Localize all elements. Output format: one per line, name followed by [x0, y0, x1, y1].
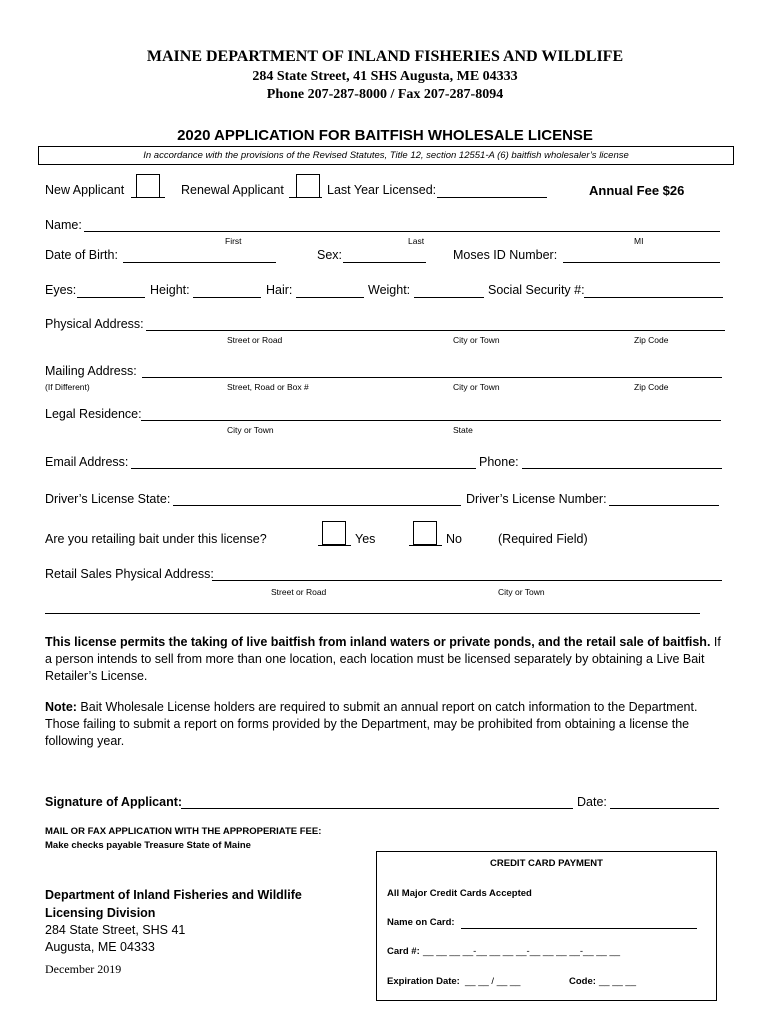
dl-number-field[interactable] [609, 505, 719, 506]
physical-city-caption: City or Town [453, 335, 500, 345]
note-paragraph [45, 699, 725, 750]
physical-zip-caption: Zip Code [634, 335, 669, 345]
dl-state-field[interactable] [173, 505, 461, 506]
weight-label: Weight: [368, 283, 411, 297]
expiration-field[interactable]: __ __ / __ __ [465, 976, 521, 987]
credit-card-title: CREDIT CARD PAYMENT [490, 858, 603, 869]
retailing-yes-checkbox[interactable] [322, 521, 346, 545]
retail-street-caption: Street or Road [271, 587, 327, 597]
renewal-applicant-checkbox[interactable] [296, 174, 320, 198]
no-label: No [446, 532, 462, 546]
physical-address-field[interactable] [146, 330, 725, 331]
physical-address-label: Physical Address: [45, 317, 144, 331]
permit-bold-text: This license permits the taking of live baitfish from inland waters or private ponds, and the retail sale of baitfish. [45, 635, 711, 649]
code-label: Code: [569, 976, 596, 987]
last-caption: Last [408, 236, 425, 246]
email-label: Email Address: [45, 455, 129, 469]
dl-state-label: Driver’s License State: [45, 492, 171, 506]
ssn-label: Social Security #: [488, 283, 585, 297]
revision-date: December 2019 [45, 962, 122, 976]
mailing-city-caption: City or Town [453, 382, 500, 392]
retail-city-caption: City or Town [498, 587, 545, 597]
section-divider [45, 613, 700, 614]
license-permit-paragraph [45, 634, 725, 685]
org-address: 284 State Street, 41 SHS Augusta, ME 04333 [252, 69, 518, 84]
mailing-street-caption: Street, Road or Box # [227, 382, 309, 392]
sex-field[interactable] [343, 262, 426, 263]
name-on-card-label: Name on Card: [387, 917, 455, 928]
statute-box [38, 146, 734, 165]
new-applicant-checkbox[interactable] [136, 174, 160, 198]
signature-field[interactable] [181, 808, 573, 809]
mail-instructions: MAIL OR FAX APPLICATION WITH THE APPROPERIATE FEE: [45, 826, 322, 837]
moses-label: Moses ID Number: [453, 248, 558, 262]
expiration-label: Expiration Date: [387, 976, 460, 987]
credit-card-box [376, 851, 717, 1001]
signature-date-label: Date: [577, 795, 607, 809]
dob-field[interactable] [123, 262, 276, 263]
new-applicant-label: New Applicant [45, 183, 125, 197]
mail-street: 284 State Street, SHS 41 [45, 923, 186, 937]
name-on-card-field[interactable] [461, 928, 697, 929]
mi-caption: MI [634, 236, 644, 246]
form-title: 2020 APPLICATION FOR BAITFISH WHOLESALE LICENSE [177, 127, 593, 144]
height-label: Height: [150, 283, 190, 297]
licensing-division: Licensing Division [45, 906, 156, 920]
required-field-note: (Required Field) [498, 532, 588, 546]
residence-city-caption: City or Town [227, 425, 274, 435]
phone-label: Phone: [479, 455, 519, 469]
retailing-question: Are you retailing bait under this license? [45, 532, 267, 546]
org-title: MAINE DEPARTMENT OF INLAND FISHERIES AND WILDLIFE [146, 48, 624, 65]
dept-name: Department of Inland Fisheries and Wildlife [45, 888, 302, 902]
mailing-zip-caption: Zip Code [634, 382, 669, 392]
phone-field[interactable] [522, 468, 722, 469]
permit-text: If a person intends to sell from more than one location, each location must be licensed separately by obtaining a Live Bait Retailer’s License. [45, 635, 721, 683]
eyes-field[interactable] [77, 297, 145, 298]
retailing-no-checkbox[interactable] [413, 521, 437, 545]
statute-text: In accordance with the provisions of the Revised Statutes, Title 12, section 12551-A (6) baitfish wholesaler’s license [143, 150, 629, 161]
yes-label: Yes [355, 532, 376, 546]
name-field[interactable] [84, 231, 720, 232]
retail-address-field[interactable] [212, 580, 722, 581]
ssn-field[interactable] [584, 297, 723, 298]
if-different-caption: (If Different) [45, 382, 90, 392]
hair-field[interactable] [296, 297, 364, 298]
physical-street-caption: Street or Road [227, 335, 283, 345]
email-field[interactable] [131, 468, 476, 469]
note-label: Note: [45, 700, 77, 714]
signature-date-field[interactable] [610, 808, 719, 809]
note-text: Bait Wholesale License holders are required to submit an annual report on catch information to the Department. Those failing to submit a report on forms provided by the Department, may be prohibited from obtaining a license the following year. [45, 700, 698, 748]
mailing-address-label: Mailing Address: [45, 364, 137, 378]
annual-fee: Annual Fee $26 [589, 183, 685, 198]
org-phone: Phone 207-287-8000 / Fax 207-287-8094 [266, 87, 504, 102]
sex-label: Sex: [317, 248, 343, 262]
first-caption: First [225, 236, 242, 246]
retail-address-label: Retail Sales Physical Address: [45, 567, 214, 581]
legal-residence-label: Legal Residence: [45, 407, 142, 421]
checks-payable: Make checks payable Treasure State of Maine [45, 840, 251, 851]
dl-number-label: Driver’s License Number: [466, 492, 607, 506]
last-year-licensed-label: Last Year Licensed: [327, 183, 437, 197]
legal-residence-field[interactable] [141, 420, 721, 421]
cards-accepted: All Major Credit Cards Accepted [387, 888, 532, 899]
renewal-applicant-label: Renewal Applicant [181, 183, 284, 197]
height-field[interactable] [193, 297, 261, 298]
weight-field[interactable] [414, 297, 484, 298]
card-number-field[interactable]: __ __ __ __-__ __ __ __-__ __ __ __-__ __ __ [423, 946, 621, 957]
residence-state-caption: State [453, 425, 473, 435]
eyes-label: Eyes: [45, 283, 77, 297]
hair-label: Hair: [266, 283, 293, 297]
mailing-address-field[interactable] [142, 377, 722, 378]
last-year-licensed-field[interactable] [437, 197, 547, 198]
mail-city: Augusta, ME 04333 [45, 940, 155, 954]
dob-label: Date of Birth: [45, 248, 118, 262]
signature-label: Signature of Applicant: [45, 795, 183, 809]
card-number-label: Card #: [387, 946, 420, 957]
code-field[interactable]: __ __ __ [599, 976, 636, 987]
moses-field[interactable] [563, 262, 720, 263]
name-label: Name: [45, 218, 82, 232]
